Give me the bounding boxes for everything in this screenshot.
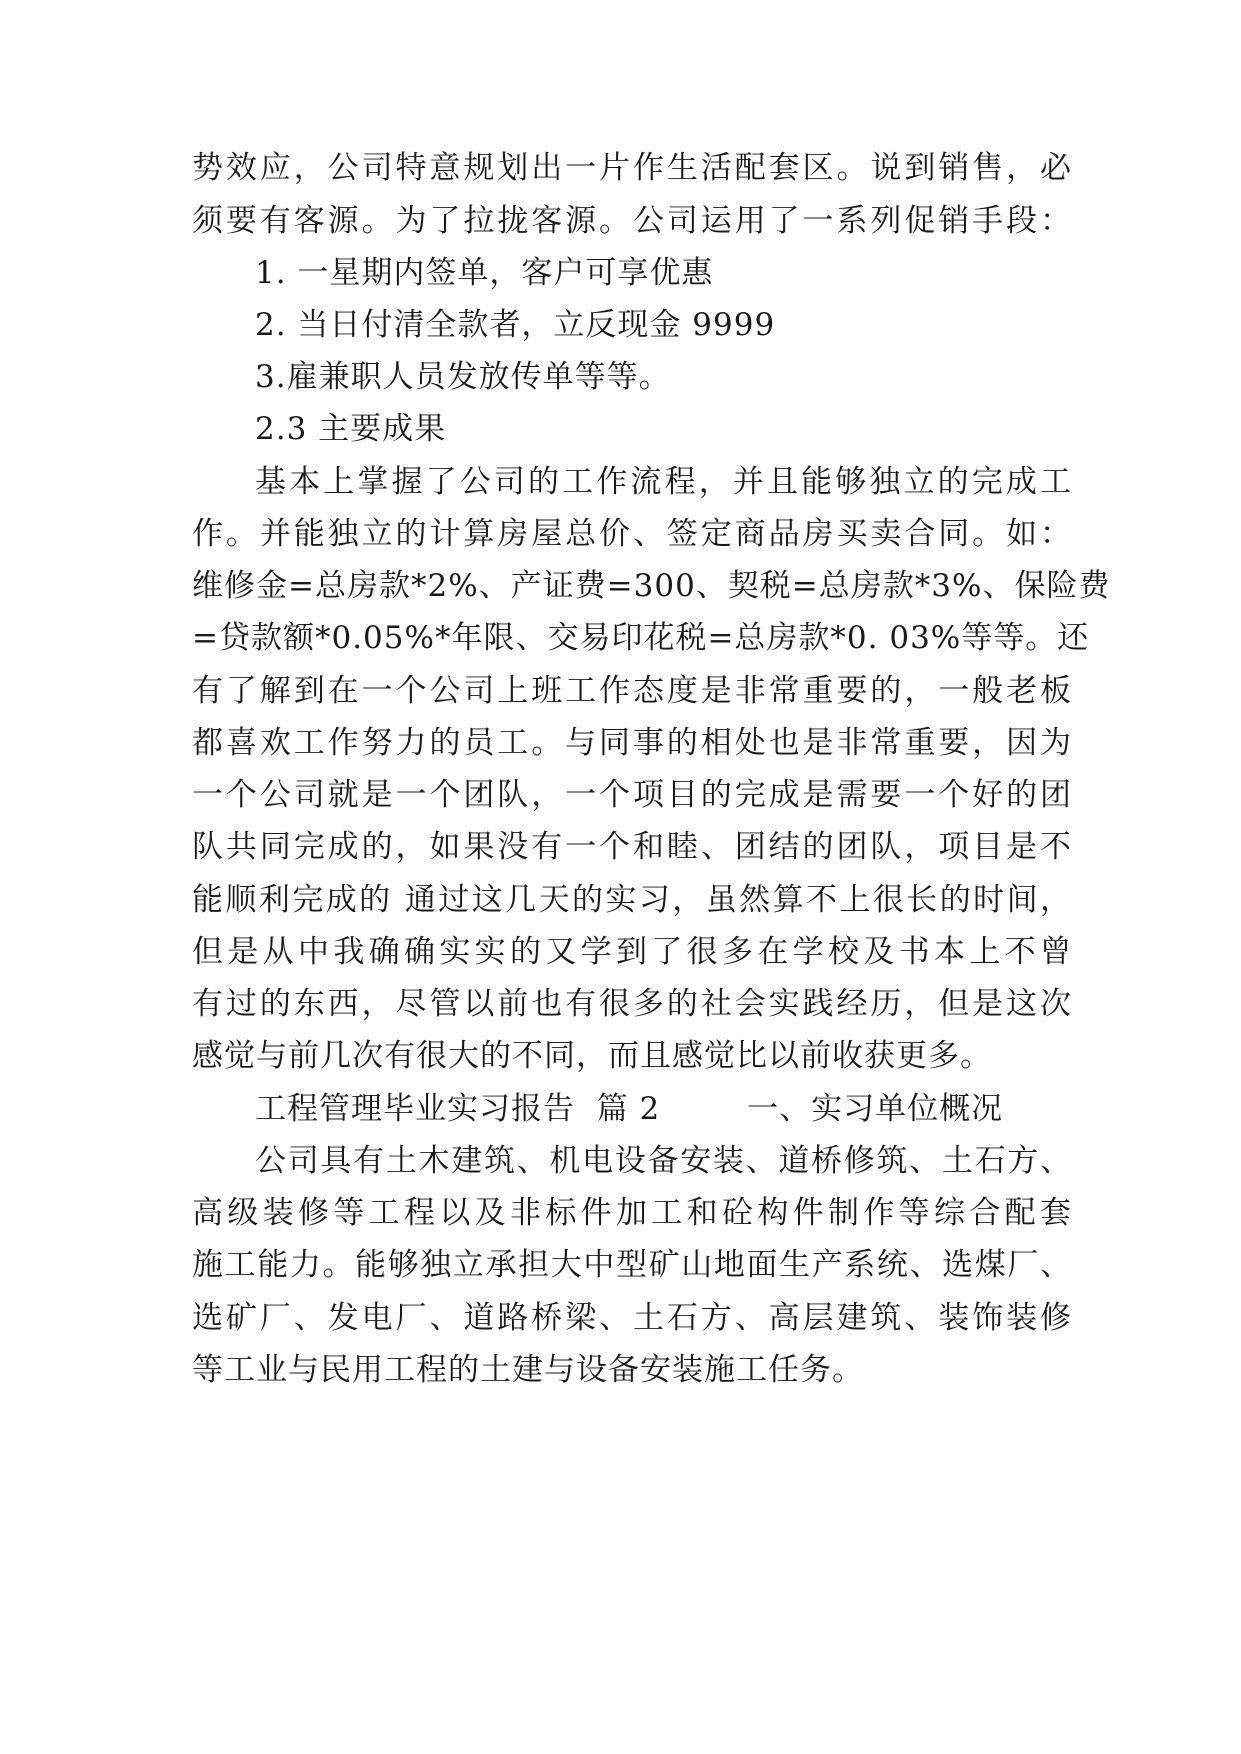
paragraph-line: 感觉与前几次有很大的不同，而且感觉比以前收获更多。 [192, 1038, 992, 1074]
section-heading: 2.3 主要成果 [255, 411, 447, 447]
list-item: 2. 当日付清全款者，立反现金 9999 [255, 307, 776, 343]
paragraph-line: 能顺利完成的 通过这几天的实习，虽然算不上很长的时间， [192, 882, 1072, 918]
list-item: 3.雇兼职人员发放传单等等。 [255, 359, 671, 395]
paragraph-line: 作。并能独立的计算房屋总价、签定商品房买卖合同。如： [192, 516, 1072, 552]
paragraph-line: 维修金=总房款*2%、产证费=300、契税=总房款*3%、保险费 [192, 568, 1111, 604]
paragraph-line: 势效应，公司特意规划出一片作生活配套区。说到销售，必 [192, 150, 1072, 186]
paragraph-line: 等工业与民用工程的土建与设备安装施工任务。 [192, 1352, 864, 1388]
paragraph-line: 基本上掌握了公司的工作流程，并且能够独立的完成工 [255, 464, 1072, 500]
section-heading: 工程管理毕业实习报告 篇 2 一、实习单位概况 [255, 1091, 1004, 1127]
paragraph-line: 一个公司就是一个团队，一个项目的完成是需要一个好的团 [192, 777, 1072, 813]
paragraph-line: 选矿厂、发电厂、道路桥梁、土石方、高层建筑、装饰装修 [192, 1300, 1072, 1336]
paragraph-line: 高级装修等工程以及非标件加工和砼构件制作等综合配套 [192, 1195, 1072, 1231]
paragraph-line: 施工能力。能够独立承担大中型矿山地面生产系统、选煤厂、 [192, 1247, 1072, 1283]
paragraph-line: 队共同完成的，如果没有一个和睦、团结的团队，项目是不 [192, 829, 1072, 865]
paragraph-line: 公司具有土木建筑、机电设备安装、道桥修筑、土石方、 [255, 1143, 1072, 1179]
paragraph-line: 都喜欢工作努力的员工。与同事的相处也是非常重要，因为 [192, 725, 1072, 761]
list-item: 1. 一星期内签单，客户可享优惠 [255, 255, 714, 291]
paragraph-line: 但是从中我确确实实的又学到了很多在学校及书本上不曾 [192, 934, 1072, 970]
paragraph-line: =贷款额*0.05%*年限、交易印花税=总房款*0. 03%等等。还 [192, 620, 1090, 656]
paragraph-line: 须要有客源。为了拉拢客源。公司运用了一系列促销手段： [192, 203, 1072, 239]
paragraph-line: 有过的东西，尽管以前也有很多的社会实践经历，但是这次 [192, 986, 1072, 1022]
paragraph-line: 有了解到在一个公司上班工作态度是非常重要的，一般老板 [192, 673, 1072, 709]
